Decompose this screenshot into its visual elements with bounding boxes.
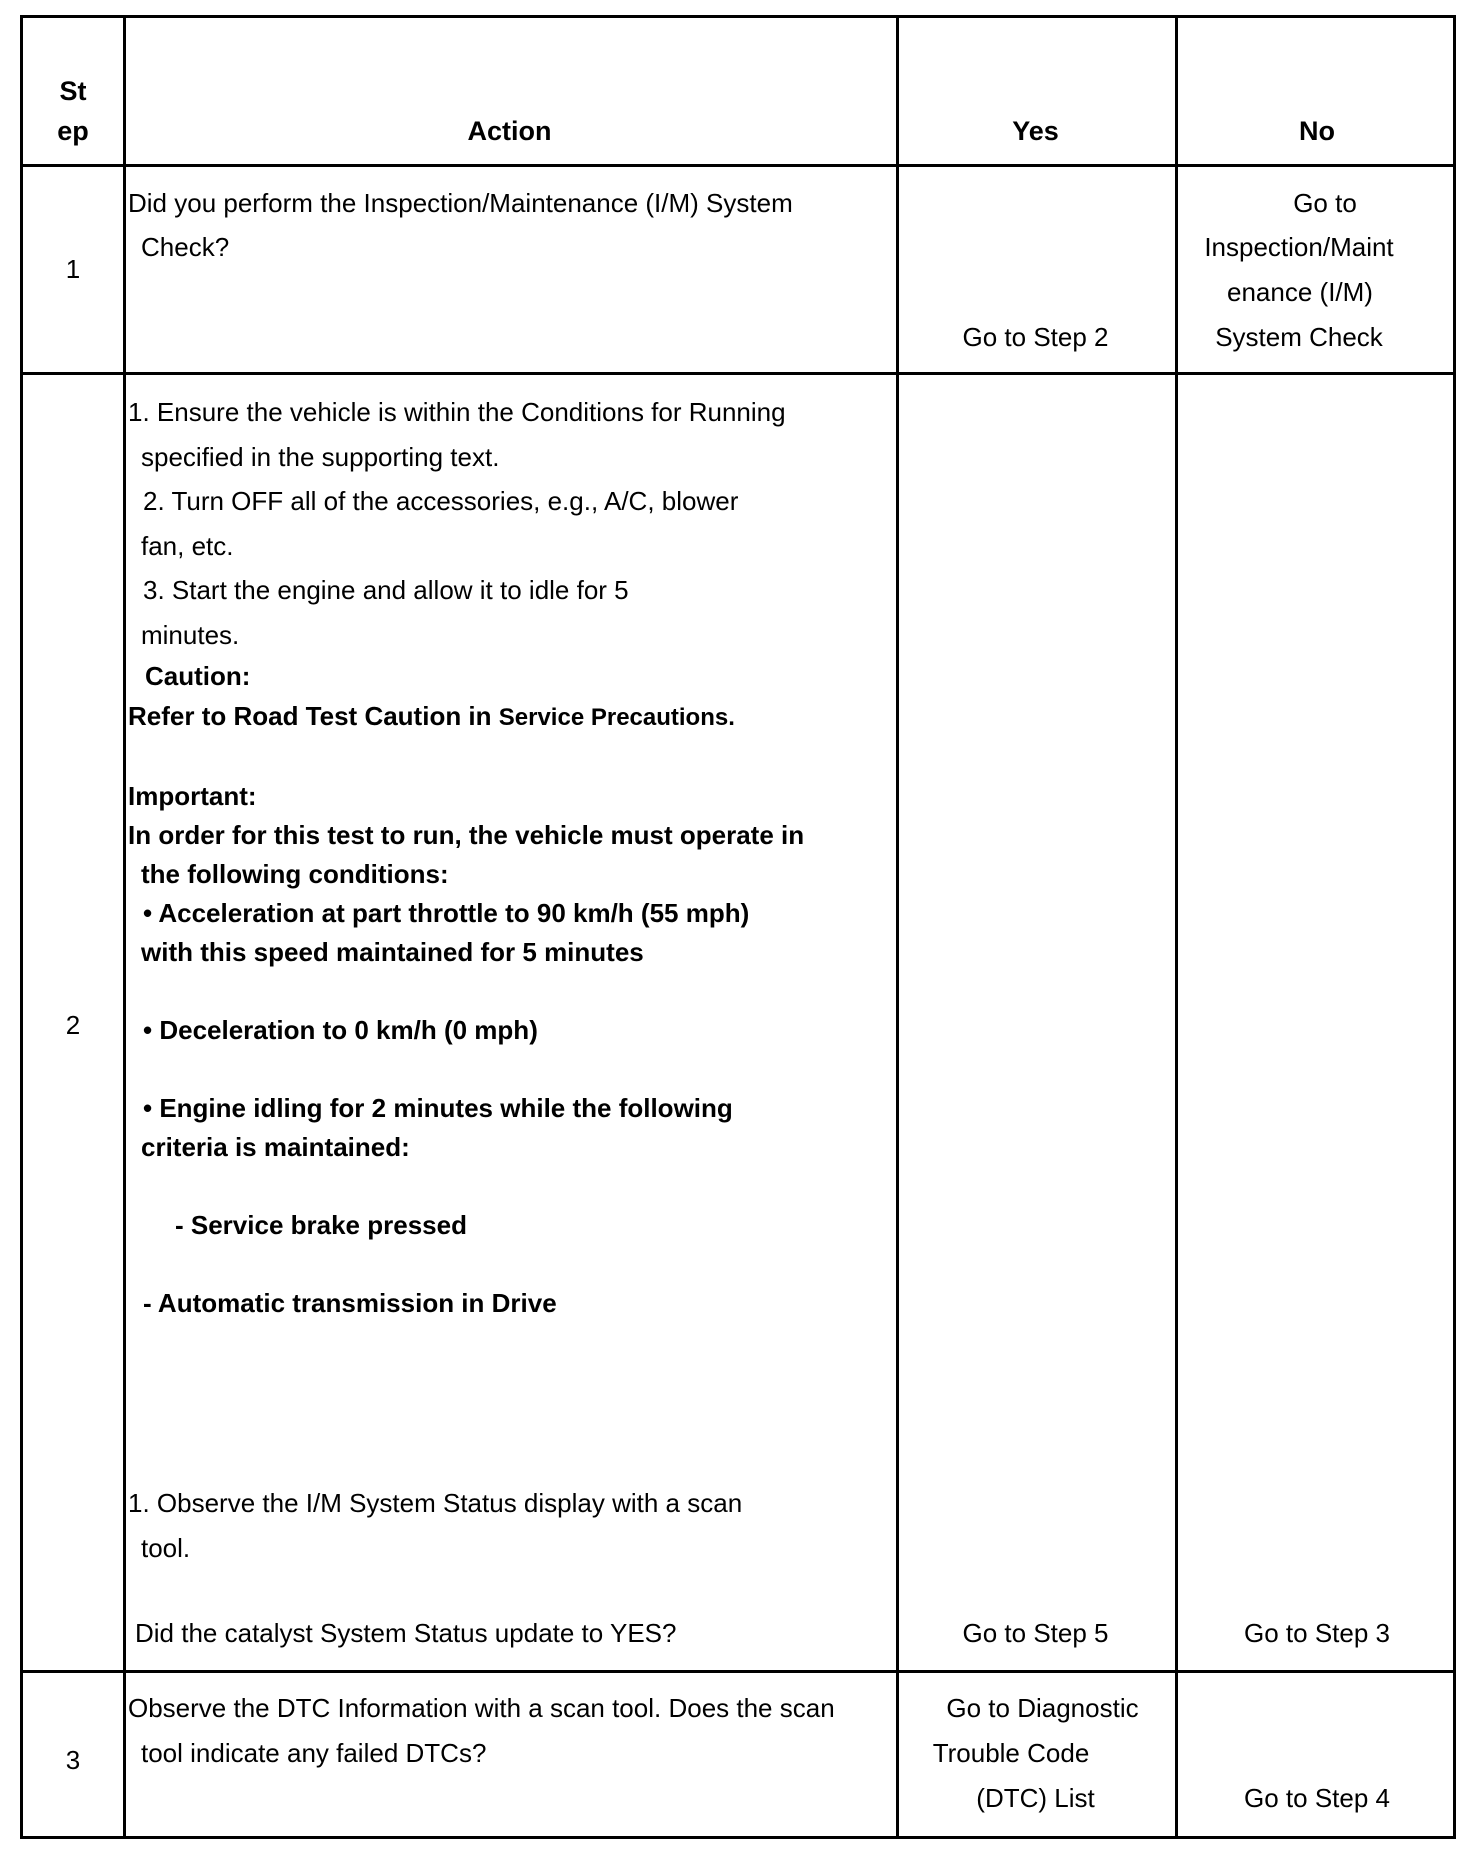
column-divider [896, 18, 899, 1836]
caution-text-body: Refer to Road Test Caution in [128, 701, 492, 731]
condition-bullet-cont: with this speed maintained for 5 minutes [141, 937, 644, 967]
row-divider [23, 1670, 1453, 1673]
step-number: 1 [65, 254, 81, 284]
action-text: Did you perform the Inspection/Maintenance (I/M) System [128, 188, 793, 218]
condition-bullet: • Acceleration at part throttle to 90 km/h (55 mph) [143, 898, 750, 928]
caution-text [128, 701, 735, 733]
criteria-item: - Service brake pressed [175, 1210, 467, 1240]
yes-result-line: (DTC) List [976, 1783, 1095, 1813]
important-text: the following conditions: [141, 859, 449, 889]
no-result-line: Go to [1293, 188, 1357, 218]
instruction-line: 1. Ensure the vehicle is within the Conditions for Running [128, 397, 786, 427]
diagnostic-table [20, 15, 1456, 1839]
yes-result-line: Go to Diagnostic [946, 1693, 1139, 1723]
criteria-item: - Automatic transmission in Drive [143, 1288, 557, 1318]
header-no: No [1299, 116, 1335, 146]
no-result-line: enance (I/M) [1227, 277, 1373, 307]
step-number: 3 [65, 1745, 81, 1775]
header-step-line2: ep [57, 116, 89, 146]
header-step-line1: St [59, 76, 87, 106]
yes-result: Go to Step 2 [962, 322, 1109, 352]
no-result: Go to Step 3 [1244, 1618, 1390, 1648]
column-divider [123, 18, 126, 1836]
instruction-line: specified in the supporting text. [141, 442, 500, 472]
header-action: Action [467, 116, 552, 146]
service-precautions-reference: Service Precautions. [498, 704, 735, 731]
instruction-line: minutes. [141, 620, 240, 650]
row-divider [23, 164, 1453, 167]
no-result: Go to Step 4 [1244, 1783, 1390, 1813]
instruction-line: 1. Observe the I/M System Status display with a scan [128, 1488, 743, 1518]
no-result-line: Inspection/Maint [1204, 232, 1394, 262]
row-divider [23, 372, 1453, 375]
condition-bullet: • Engine idling for 2 minutes while the following [143, 1093, 733, 1123]
action-text: Check? [141, 232, 230, 262]
condition-bullet: • Deceleration to 0 km/h (0 mph) [143, 1015, 538, 1045]
action-text: Observe the DTC Information with a scan tool. Does the scan [128, 1693, 835, 1723]
yes-result: Go to Step 5 [962, 1618, 1109, 1648]
question-text: Did the catalyst System Status update to YES? [135, 1618, 677, 1648]
header-yes: Yes [1012, 116, 1059, 146]
no-result-line: System Check [1215, 322, 1383, 352]
action-text: tool indicate any failed DTCs? [141, 1738, 487, 1768]
instruction-line: fan, etc. [141, 531, 234, 561]
step-number: 2 [65, 1010, 81, 1040]
caution-label: Caution: [145, 661, 251, 691]
important-text: In order for this test to run, the vehicle must operate in [128, 820, 805, 850]
instruction-line: tool. [141, 1533, 191, 1563]
yes-result-line: Trouble Code [932, 1738, 1090, 1768]
instruction-line: 3. Start the engine and allow it to idle for 5 [143, 575, 629, 605]
instruction-line: 2. Turn OFF all of the accessories, e.g., A/C, blower [143, 486, 739, 516]
important-label: Important: [128, 781, 257, 811]
condition-bullet-cont: criteria is maintained: [141, 1132, 410, 1162]
